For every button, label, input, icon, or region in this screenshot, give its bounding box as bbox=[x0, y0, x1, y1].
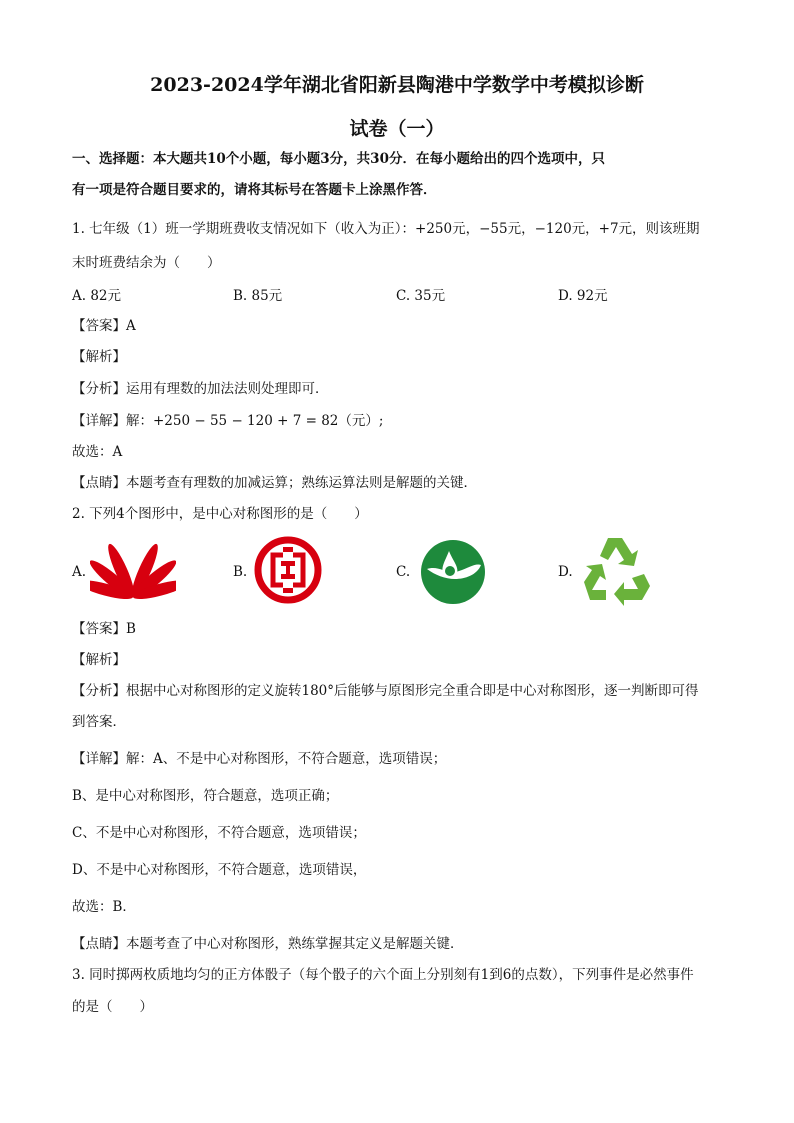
q2-guxuan: 故选：B． bbox=[72, 899, 136, 915]
q1-guxuan: 故选：A bbox=[72, 444, 123, 460]
q2-xiangjie: 【详解】解：A、不是中心对称图形，不符合题意，选项错误； bbox=[72, 751, 447, 767]
page-subtitle: 试卷（一） bbox=[349, 118, 445, 140]
q3-stem-line1: 3. 同时掷两枚质地均匀的正方体骰子（每个骰子的六个面上分别刻有1到6的点数），下列事件是必然事件 bbox=[72, 967, 694, 983]
q1-option-b: B. 85元 bbox=[233, 288, 283, 304]
q1-option-a: A. 82元 bbox=[72, 288, 122, 304]
q2-option-d-detail: D、不是中心对称图形，不符合题意，选项错误， bbox=[72, 862, 367, 878]
q3-stem-line2: 的是（ ） bbox=[72, 999, 153, 1015]
q1-option-c: C. 35元 bbox=[396, 288, 446, 304]
water-drop-logo-icon bbox=[419, 539, 487, 605]
page-title: 2023-2024学年湖北省阳新县陶港中学数学中考模拟诊断 bbox=[150, 74, 644, 96]
q1-xiangjie: 【详解】解：+250 − 55 − 120 + 7 = 82（元）; bbox=[72, 413, 384, 429]
q2-analysis: 【解析】 bbox=[72, 652, 126, 668]
q2-option-c-detail: C、不是中心对称图形，不符合题意，选项错误； bbox=[72, 825, 366, 841]
q1-analysis: 【解析】 bbox=[72, 349, 126, 365]
q2-dianjing: 【点睛】本题考查了中心对称图形，熟练掌握其定义是解题关键． bbox=[72, 936, 464, 952]
q2-answer: 【答案】B bbox=[72, 621, 136, 637]
q1-fenxi: 【分析】运用有理数的加法法则处理即可． bbox=[72, 381, 329, 397]
q2-option-b-detail: B、是中心对称图形，符合题意，选项正确； bbox=[72, 788, 339, 804]
q2-option-a-label: A. bbox=[72, 564, 87, 580]
q2-fenxi-line2: 到答案． bbox=[72, 714, 126, 730]
q1-answer: 【答案】A bbox=[72, 318, 136, 334]
huawei-logo-icon bbox=[90, 535, 176, 601]
q2-stem: 2. 下列4个图形中，是中心对称图形的是（ ） bbox=[72, 506, 368, 522]
recycle-logo-icon bbox=[578, 534, 652, 606]
q2-option-b-label: B. bbox=[233, 564, 248, 580]
section-heading-line1: 一、选择题：本大题共10个小题，每小题3分，共30分．在每小题给出的四个选项中，只 bbox=[72, 151, 605, 167]
q1-option-d: D. 92元 bbox=[558, 288, 608, 304]
q2-option-d-label: D. bbox=[558, 564, 573, 580]
q2-option-c-label: C. bbox=[396, 564, 411, 580]
q2-fenxi-line1: 【分析】根据中心对称图形的定义旋转180°后能够与原图形完全重合即是中心对称图形，逐一判断即可得 bbox=[72, 683, 699, 699]
q1-stem-line2: 末时班费结余为（ ） bbox=[72, 255, 221, 271]
section-heading-line2: 有一项是符合题目要求的，请将其标号在答题卡上涂黑作答． bbox=[72, 182, 437, 198]
q1-dianjing: 【点睛】本题考查有理数的加减运算；熟练运算法则是解题的关键． bbox=[72, 475, 477, 491]
icbc-logo-icon bbox=[253, 535, 323, 605]
q1-stem-line1: 1. 七年级（1）班一学期班费收支情况如下（收入为正）：+250元，−55元，−120元，+7元，则该班期 bbox=[72, 221, 700, 237]
